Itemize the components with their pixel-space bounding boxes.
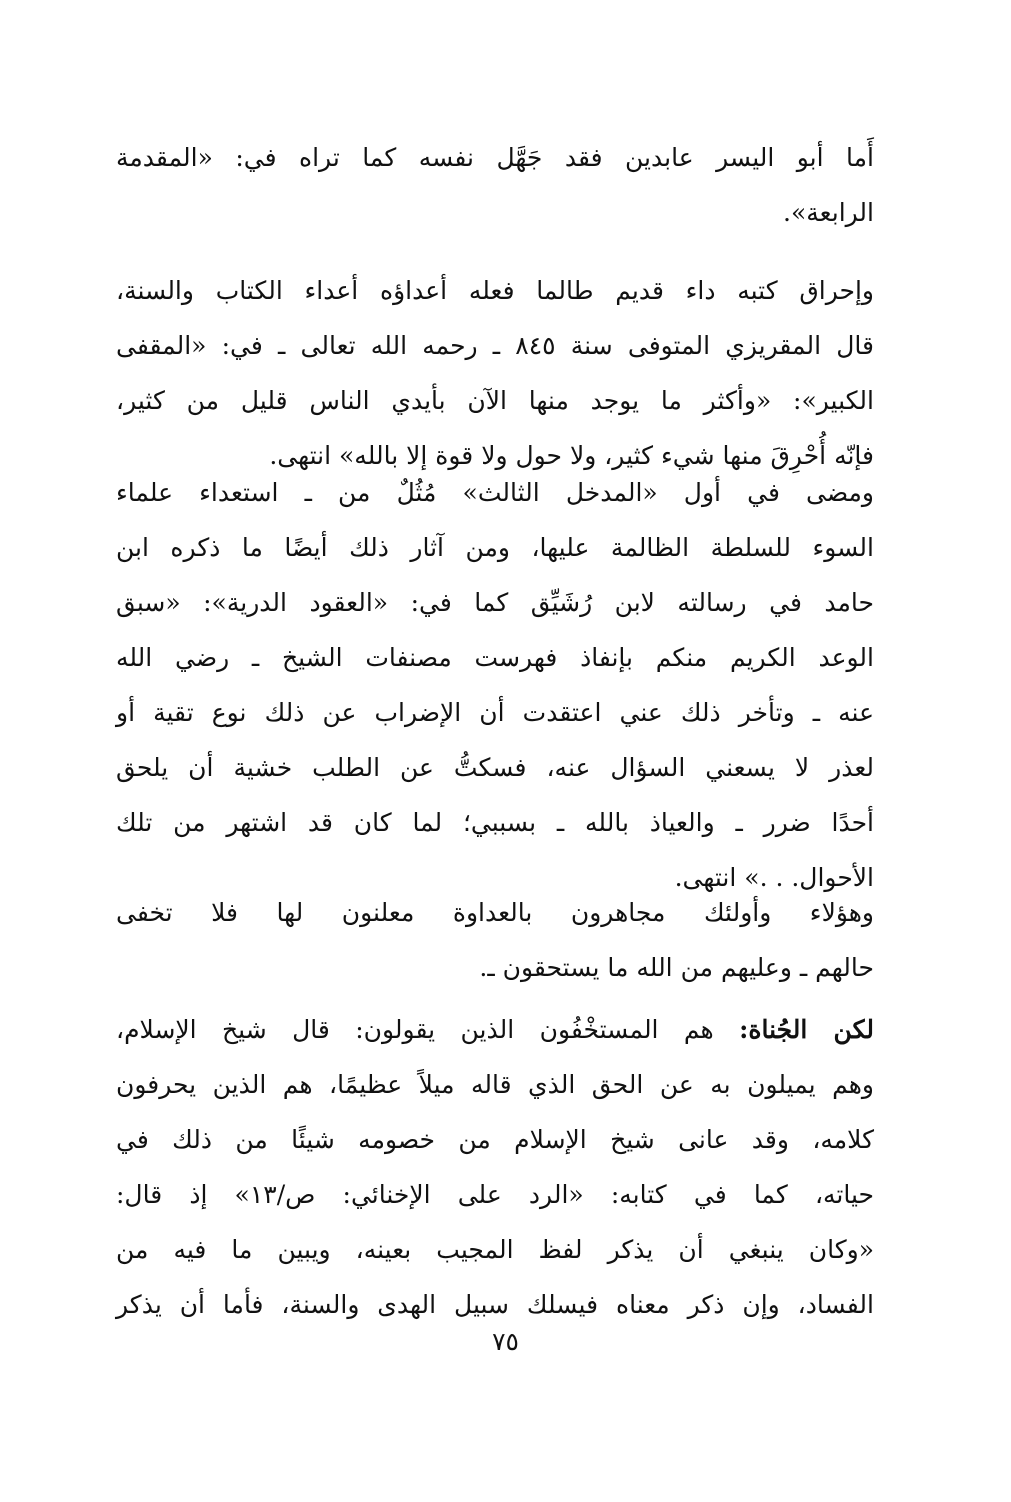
- text-line: ومضى في أول «المدخل الثالث» مُثُلٌ من ـ استعداء علماء: [116, 478, 874, 507]
- text-line: الرابعة».: [783, 198, 874, 227]
- text-line: كلامه، وقد عانى شيخ الإسلام من خصومه شيئًا من ذلك في: [116, 1125, 874, 1154]
- text-line: عنه ـ وتأخر ذلك عني اعتقدت أن الإضراب عن ذلك نوع تقية أو: [116, 698, 874, 727]
- text-line: حالهم ـ وعليهم من الله ما يستحقون ـ.: [479, 953, 874, 982]
- text-line: وهؤلاء وأولئك مجاهرون بالعداوة معلنون لها فلا تخفى: [116, 898, 874, 927]
- text-line: السوء للسلطة الظالمة عليها، ومن آثار ذلك أيضًا ما ذكره ابن: [116, 533, 874, 562]
- paragraph-1: [116, 130, 874, 240]
- text-line: الأحوال. . .» انتهى.: [674, 863, 874, 892]
- text-line: «وكان ينبغي أن يذكر لفظ المجيب بعينه، ويبين ما فيه من: [116, 1235, 874, 1264]
- paragraph-5: [116, 1002, 874, 1332]
- text-line: حياته، كما في كتابه: «الرد على الإخنائي: ص/١٣» إذ قال:: [116, 1180, 874, 1209]
- page-number: ٧٥: [492, 1327, 519, 1356]
- paragraph-4: [116, 885, 874, 995]
- text-line: الوعد الكريم منكم بإنفاذ فهرست مصنفات الشيخ ـ رضي الله: [116, 643, 874, 672]
- text-line: حامد في رسالته لابن رُشَيِّق كما في: «العقود الدرية»: «سبق: [116, 588, 874, 617]
- text-line: أَما أبو اليسر عابدين فقد جَهَّل نفسه كما تراه في: «المقدمة: [116, 143, 874, 172]
- text-line-rest: هم المستخْفُون الذين يقولون: قال شيخ الإسلام،: [116, 1015, 740, 1044]
- text-line: فإنّه أُحْرِقَ منها شيء كثير، ولا حول ولا قوة إلا بالله» انتهى.: [269, 441, 874, 470]
- text-line: أحدًا ضرر ـ والعياذ بالله ـ بسببي؛ لما كان قد اشتهر من تلك: [116, 808, 874, 837]
- text-line: الفساد، وإن ذكر معناه فيسلك سبيل الهدى والسنة، فأما أن يذكر: [116, 1290, 874, 1319]
- text-line: لعذر لا يسعني السؤال عنه، فسكتُّ عن الطلب خشية أن يلحق: [116, 753, 874, 782]
- text-line: وهم يميلون به عن الحق الذي قاله ميلاً عظيمًا، هم الذين يحرفون: [116, 1070, 874, 1099]
- text-line: وإحراق كتبه داء قديم طالما فعله أعداؤه أعداء الكتاب والسنة،: [116, 276, 874, 305]
- text-line-with-lead: [116, 1002, 874, 1057]
- bold-lead-text: لكن الجُناة:: [739, 1015, 874, 1044]
- paragraph-2: [116, 263, 874, 483]
- paragraph-3: [116, 465, 874, 905]
- text-line: الكبير»: «وأكثر ما يوجد منها الآن بأيدي الناس قليل من كثير،: [116, 386, 874, 415]
- text-line: قال المقريزي المتوفى سنة ٨٤٥ ـ رحمه الله تعالى ـ في: «المقفى: [116, 331, 874, 360]
